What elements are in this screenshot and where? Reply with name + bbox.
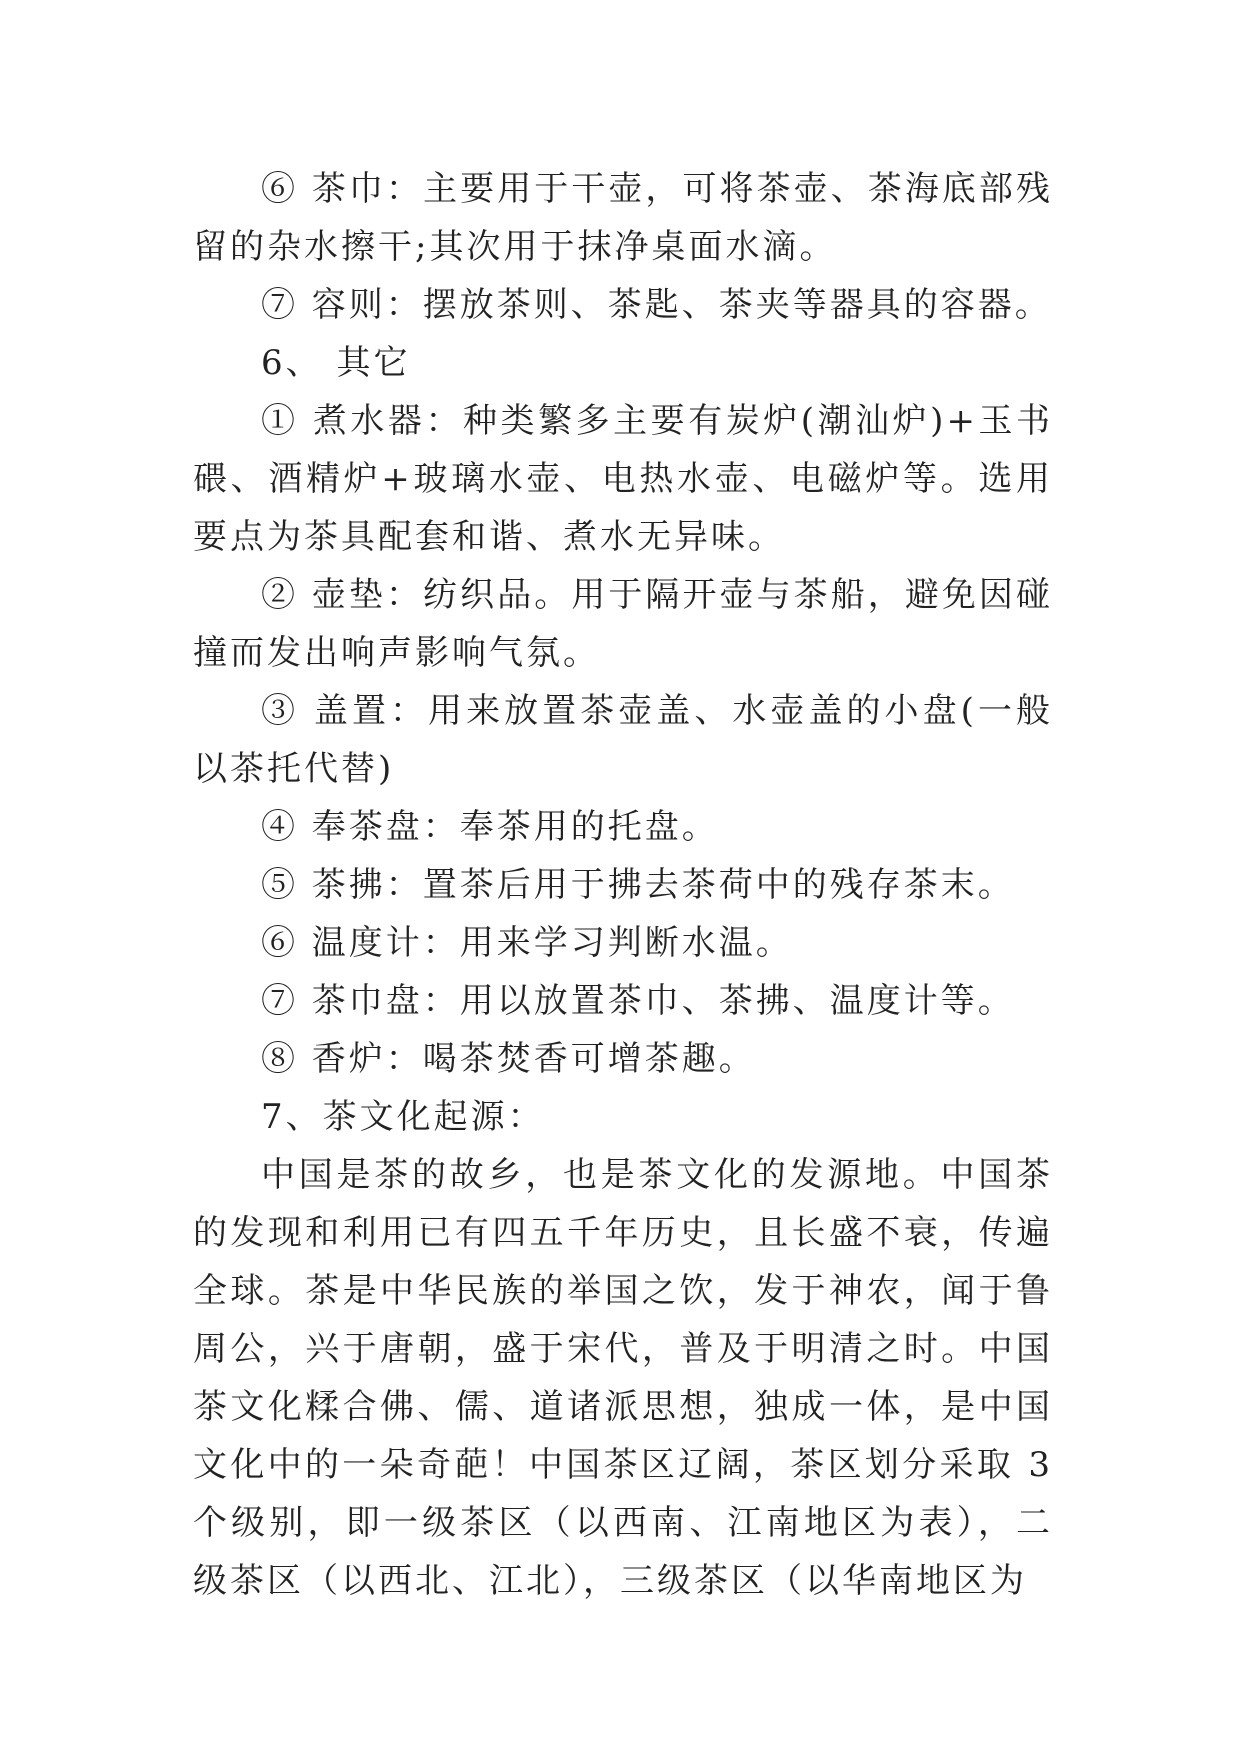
paragraph-incense-burner: ⑧ 香炉：喝茶焚香可增茶趣。	[261, 1039, 756, 1079]
section-heading-tea-culture-origin: 7、茶文化起源：	[261, 1097, 545, 1137]
paragraph-water-boiler: ① 煮水器：种类繁多主要有炭炉(潮汕炉)+玉书碨、酒精炉+玻璃水壶、电热水壶、电磁炉等。选用要点为茶具配套和谐、煮水无异味。	[193, 401, 1053, 557]
paragraph-tea-culture-origin: 中国是茶的故乡，也是茶文化的发源地。中国茶的发现和利用已有四五千年历史，且长盛不衰，传遍全球。茶是中华民族的举国之饮，发于神农，闻于鲁周公，兴于唐朝，盛于宋代，普及于明清之时。中国茶文化糅合佛、儒、道诸派思想，独成一体，是中国文化中的一朵奇葩！中国茶区辽阔，茶区划分采取 3 个级别，即一级茶区（以西南、江南地区为表），二级茶区（以西北、江北），三级茶区（以华南地区为	[193, 1155, 1067, 1601]
paragraph-serving-tray: ④ 奉茶盘：奉茶用的托盘。	[261, 807, 719, 847]
paragraph-pot-mat: ② 壶垫：纺织品。用于隔开壶与茶船，避免因碰撞而发出响声影响气氛。	[193, 575, 1053, 673]
paragraph-lid-rest: ③ 盖置：用来放置茶壶盖、水壶盖的小盘(一般以茶托代替)	[193, 691, 1053, 789]
paragraph-tea-towel: ⑥ 茶巾：主要用于干壶，可将茶壶、茶海底部残留的杂水擦干;其次用于抹净桌面水滴。	[193, 169, 1053, 267]
document-body	[193, 160, 1067, 1610]
paragraph-thermometer: ⑥ 温度计：用来学习判断水温。	[261, 923, 793, 963]
paragraph-utensil-holder: ⑦ 容则：摆放茶则、茶匙、茶夹等器具的容器。	[261, 285, 1052, 325]
section-heading-others: 6、 其它	[261, 343, 411, 383]
paragraph-towel-tray: ⑦ 茶巾盘：用以放置茶巾、茶拂、温度计等。	[261, 981, 1015, 1021]
paragraph-tea-brush: ⑤ 茶拂：置茶后用于拂去茶荷中的残存茶末。	[261, 865, 1015, 905]
